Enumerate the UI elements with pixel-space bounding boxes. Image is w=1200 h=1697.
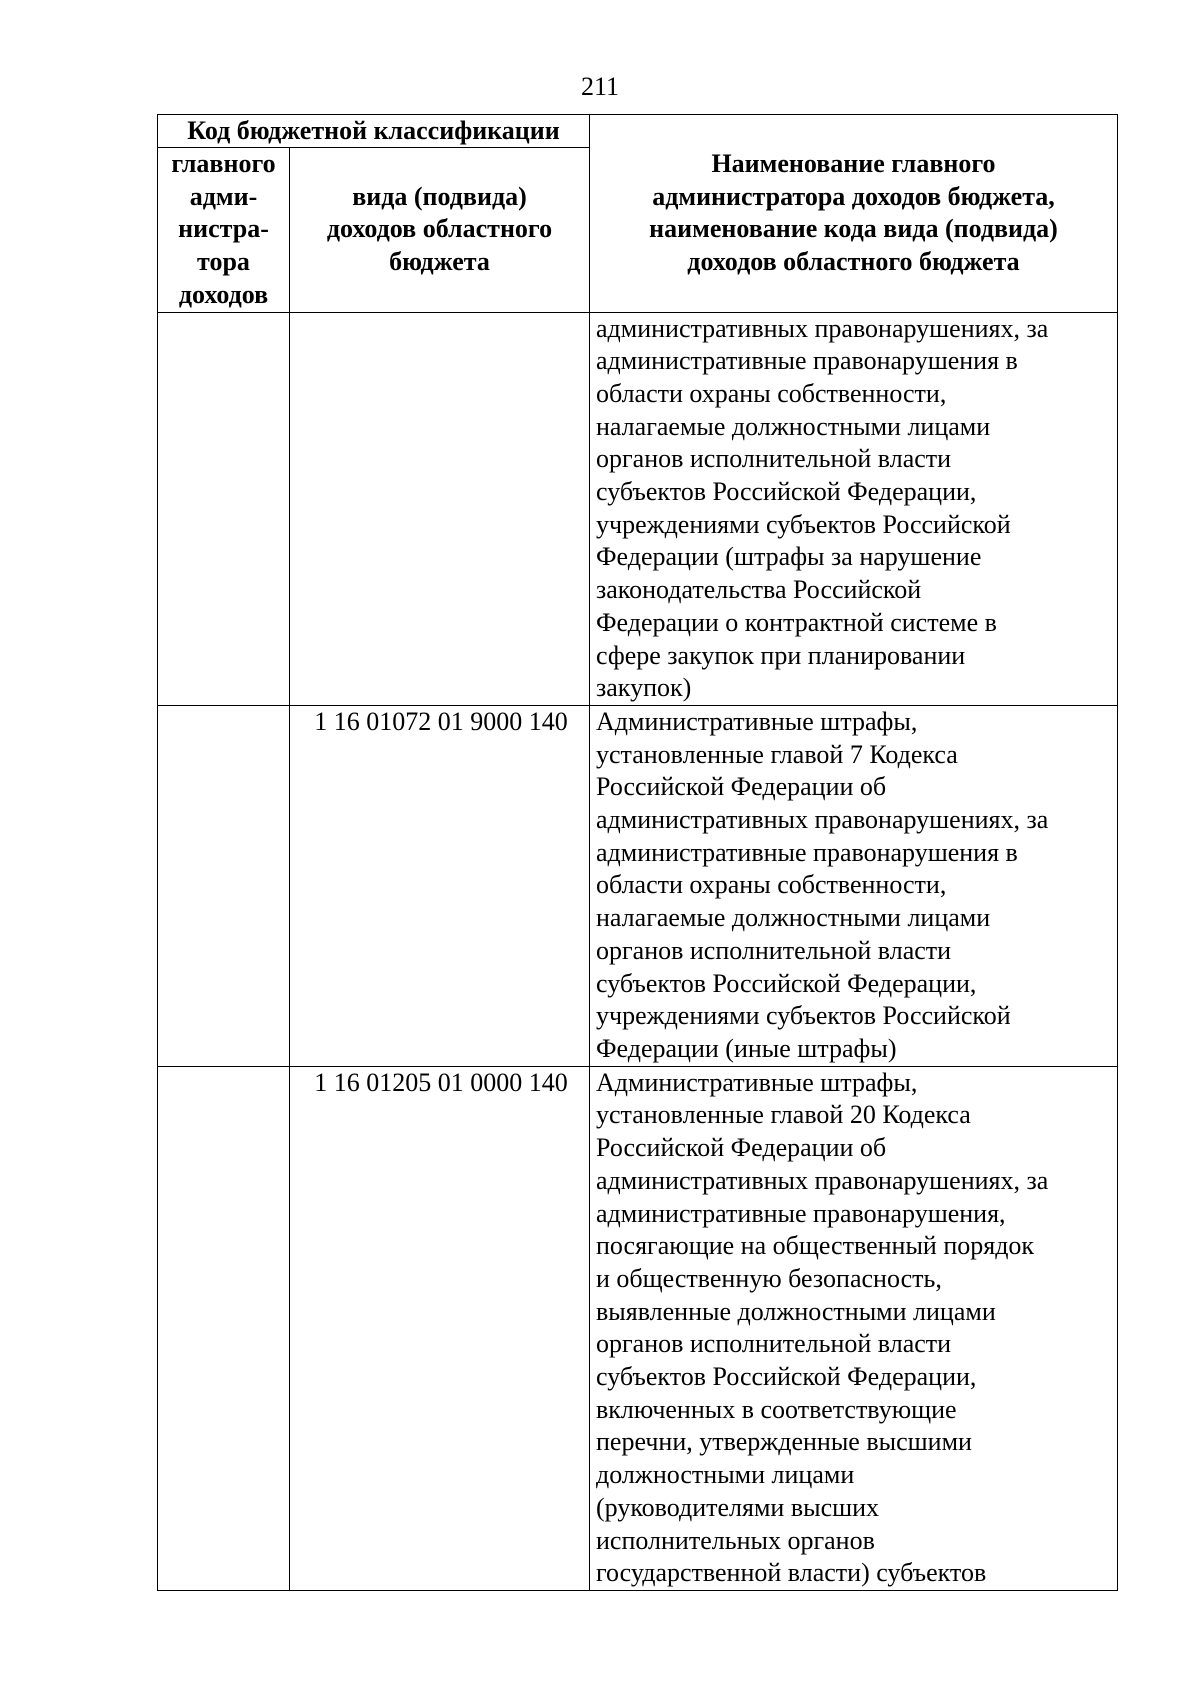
revenue-code-cell: 1 16 01072 01 9000 140 — [290, 705, 590, 1066]
revenue-name-cell — [590, 312, 1118, 705]
header-name-line: доходов областного бюджета — [687, 246, 1020, 276]
name-line: административные правонарушения в — [596, 837, 1018, 867]
name-line: Федерации (иные штрафы) — [596, 1033, 897, 1063]
name-line: Российской Федерации об — [596, 1133, 887, 1163]
name-line: учреждениями субъектов Российской — [596, 1001, 1011, 1031]
name-line: установленные главой 7 Кодекса — [596, 739, 958, 769]
name-line: (руководителями высших — [596, 1492, 880, 1522]
name-line: включенных в соответствующие — [596, 1394, 957, 1424]
header-name-line: Наименование главного — [711, 148, 996, 178]
name-line: административные правонарушения в — [596, 346, 1018, 376]
header-code-line: доходов областного — [326, 214, 553, 244]
header-admin-line: главного — [171, 149, 276, 178]
name-line: налагаемые должностными лицами — [596, 903, 991, 933]
name-line: государственной власти) субъектов — [596, 1558, 987, 1588]
name-line: Административные штрафы, — [596, 1067, 918, 1097]
name-line: административных правонарушениях, за — [596, 1165, 1049, 1195]
name-line: Федерации о контрактной системе в — [596, 607, 997, 637]
name-line: административных правонарушениях, за — [596, 313, 1049, 343]
admin-code-cell — [158, 1066, 290, 1590]
name-line: учреждениями субъектов Российской — [596, 509, 1011, 539]
name-line: должностными лицами — [596, 1460, 855, 1490]
revenue-name-cell — [590, 1066, 1118, 1590]
name-line: закупок) — [596, 673, 692, 703]
name-line: установленные главой 20 Кодекса — [596, 1100, 971, 1130]
name-line: законодательства Российской — [596, 575, 922, 605]
header-code-line: вида (подвида) — [352, 181, 527, 211]
name-line: субъектов Российской Федерации, — [596, 1362, 977, 1392]
name-line: области охраны собственности, — [596, 378, 947, 408]
name-line: Административные штрафы, — [596, 706, 918, 736]
name-line: органов исполнительной власти — [596, 935, 952, 965]
name-line: субъектов Российской Федерации, — [596, 968, 977, 998]
header-admin-column — [158, 148, 290, 313]
table-row — [158, 705, 1118, 1066]
name-line: административных правонарушениях, за — [596, 805, 1049, 835]
header-row-group — [158, 115, 1118, 148]
name-line: посягающие на общественный порядок — [596, 1231, 1035, 1261]
header-admin-line: тора — [197, 247, 250, 277]
header-name-column — [590, 115, 1118, 313]
header-code-line: бюджета — [389, 247, 490, 277]
name-line: органов исполнительной власти — [596, 1329, 952, 1359]
admin-code-cell — [158, 312, 290, 705]
name-line: налагаемые должностными лицами — [596, 411, 991, 441]
name-line: и общественную безопасность, — [596, 1263, 942, 1293]
name-line: выявленные должностными лицами — [596, 1296, 996, 1326]
header-name-line: наименование кода вида (подвида) — [649, 214, 1058, 244]
name-line: субъектов Российской Федерации, — [596, 477, 977, 507]
name-line: административные правонарушения, — [596, 1198, 1006, 1228]
table-row — [158, 312, 1118, 705]
header-name-line: администратора доходов бюджета, — [652, 181, 1055, 211]
revenue-code-cell — [290, 312, 590, 705]
table-row — [158, 1066, 1118, 1590]
name-line: области охраны собственности, — [596, 870, 947, 900]
page-number: 211 — [580, 72, 620, 101]
header-code-column — [290, 148, 590, 313]
name-line: исполнительных органов — [596, 1525, 875, 1555]
name-line: Российской Федерации об — [596, 772, 887, 802]
name-line: перечни, утвержденные высшими — [596, 1427, 972, 1457]
name-line: Федерации (штрафы за нарушение — [596, 542, 982, 572]
revenue-name-cell — [590, 705, 1118, 1066]
budget-classification-table — [157, 114, 1118, 1591]
header-admin-line: доходов — [178, 279, 269, 309]
name-line: сфере закупок при планировании — [596, 640, 966, 670]
name-line: органов исполнительной власти — [596, 444, 952, 474]
admin-code-cell — [158, 705, 290, 1066]
header-admin-line: адми- — [189, 181, 258, 211]
revenue-code-cell: 1 16 01205 01 0000 140 — [290, 1066, 590, 1590]
header-budget-code-group: Код бюджетной классификации — [158, 115, 590, 148]
header-admin-line: нистра- — [178, 214, 269, 244]
